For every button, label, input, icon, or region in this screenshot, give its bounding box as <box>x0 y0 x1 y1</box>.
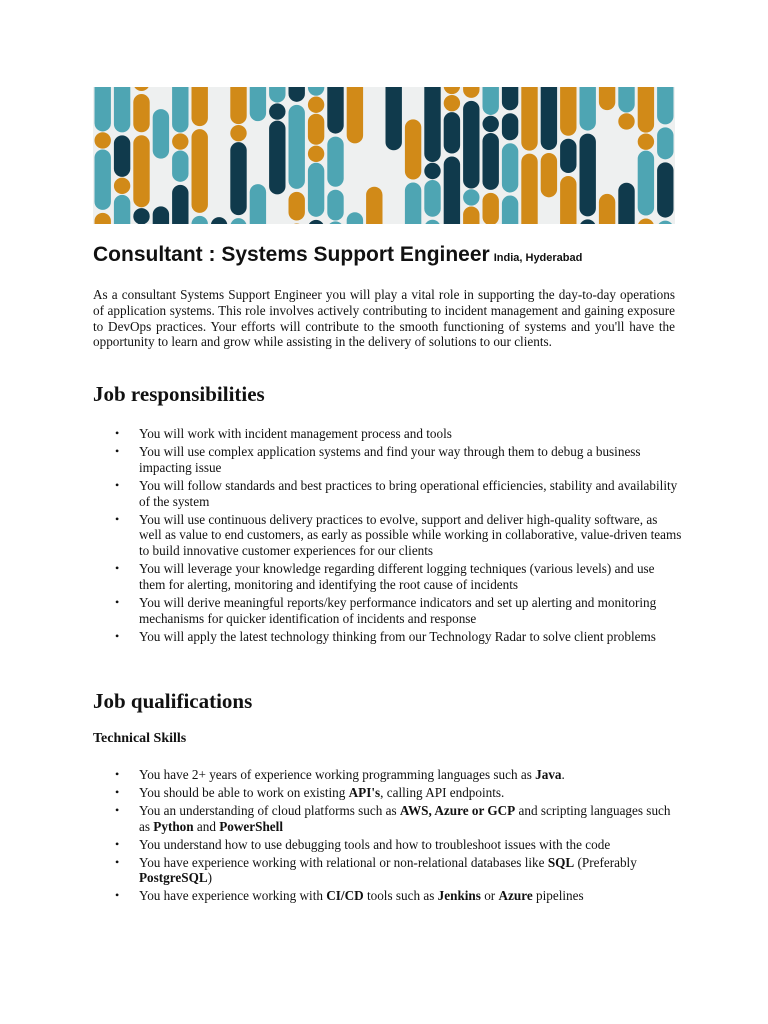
bullet-icon: • <box>115 854 120 869</box>
banner-capsule <box>308 163 324 217</box>
responsibility-text: You will work with incident management process and tools <box>139 426 452 441</box>
banner-capsule <box>483 87 499 115</box>
responsibility-item <box>93 512 683 560</box>
banner-capsule <box>502 87 518 110</box>
banner-capsule <box>153 109 169 159</box>
qualification-keyword: Azure <box>498 888 533 904</box>
qualification-item <box>93 837 683 853</box>
bullet-icon: • <box>115 477 120 492</box>
responsibility-item <box>93 561 683 593</box>
banner-capsule <box>444 112 460 153</box>
responsibility-item <box>93 478 683 510</box>
banner-capsule <box>95 149 111 209</box>
banner-capsule <box>172 151 188 182</box>
qualification-keyword: CI/CD <box>326 888 364 904</box>
banner-capsule <box>463 101 479 189</box>
responsibilities-list <box>93 426 683 647</box>
bullet-icon: • <box>115 443 120 458</box>
banner-capsule <box>269 121 285 195</box>
banner-capsule <box>153 206 169 224</box>
bullet-icon: • <box>115 628 120 643</box>
banner-capsule <box>366 127 382 184</box>
qualification-text: . <box>561 767 565 782</box>
banner-capsule <box>599 113 615 191</box>
bullet-icon: • <box>115 561 120 576</box>
banner-capsule <box>502 195 518 224</box>
banner-capsule <box>502 113 518 140</box>
responsibility-text: You will leverage your knowledge regarding different logging techniques (various levels) and use them for alerting, monitoring and identifying the root cause of incidents <box>139 561 655 593</box>
banner-capsule <box>230 142 246 215</box>
banner-capsule <box>114 195 130 224</box>
job-location: India, Hyderabad <box>493 252 583 264</box>
banner-capsule <box>327 87 343 134</box>
banner-dot <box>308 97 324 113</box>
banner-capsule <box>289 105 305 189</box>
banner-capsule <box>153 162 169 204</box>
responsibility-item <box>93 595 683 627</box>
banner-capsule <box>192 129 208 213</box>
banner-capsule <box>483 193 499 224</box>
banner-capsule <box>269 197 285 224</box>
banner-capsule <box>211 87 227 118</box>
banner-capsule <box>618 130 634 179</box>
banner-capsule <box>599 194 615 224</box>
bullet-icon: • <box>115 784 120 799</box>
responsibility-item <box>93 444 683 476</box>
qualification-text: You have 2+ years of experience working programming languages such as <box>139 767 536 782</box>
banner-dot <box>463 189 479 205</box>
banner-dot <box>133 208 149 224</box>
banner-dot <box>483 116 499 132</box>
banner-dot <box>269 103 285 119</box>
bullet-icon: • <box>115 511 120 526</box>
banner-capsule <box>618 87 634 112</box>
banner-capsule <box>618 183 634 224</box>
responsibility-text: You will use continuous delivery practices to evolve, support and deliver high-quality software, as well as value to end customers, as early as possible while working in collaborative, value-driven teams to build innovative customer experiences for our clients <box>139 511 682 559</box>
banner-capsule <box>580 87 596 131</box>
bullet-icon: • <box>115 836 120 851</box>
banner-capsule <box>327 137 343 187</box>
banner-capsule <box>211 121 227 214</box>
banner-capsule <box>580 134 596 217</box>
banner-capsule <box>657 87 673 124</box>
banner-capsule <box>541 200 557 224</box>
qualification-text: and <box>193 818 220 834</box>
banner-capsule <box>250 87 266 121</box>
banner-capsule <box>599 87 615 110</box>
banner-dot <box>114 178 130 194</box>
banner-capsule <box>95 87 111 131</box>
banner-pattern <box>93 87 675 224</box>
banner-capsule <box>638 87 654 133</box>
banner-capsule <box>153 87 169 106</box>
banner-capsule <box>541 87 557 150</box>
banner-capsule <box>483 133 499 190</box>
bullet-icon: • <box>115 595 120 610</box>
banner-capsule <box>386 153 402 222</box>
banner-capsule <box>638 151 654 216</box>
banner-capsule <box>289 192 305 221</box>
qualification-keyword: PowerShell <box>219 818 283 834</box>
banner-dot <box>444 95 460 111</box>
qualification-keyword: Jenkins <box>437 888 481 904</box>
banner-capsule <box>366 187 382 224</box>
job-title: Consultant : Systems Support Engineer <box>93 243 490 266</box>
banner-capsule <box>172 87 188 133</box>
banner-capsule <box>657 162 673 217</box>
qualification-text: You should be able to work on existing <box>139 784 349 800</box>
banner-capsule <box>521 87 537 151</box>
qualification-text: You have experience working with <box>139 888 327 904</box>
qualification-item <box>93 888 683 904</box>
qualification-item <box>93 785 683 801</box>
bullet-icon: • <box>115 767 120 781</box>
responsibilities-heading: Job responsibilities <box>93 382 265 406</box>
qualification-keyword: PostgreSQL <box>139 870 208 886</box>
banner-capsule <box>424 87 440 162</box>
banner-capsule <box>521 154 537 224</box>
qualification-keyword: Java <box>535 767 562 782</box>
banner-capsule <box>192 87 208 126</box>
banner-capsule <box>424 180 440 217</box>
banner-capsule <box>463 206 479 224</box>
qualifications-list <box>93 767 683 906</box>
bullet-icon: • <box>115 426 120 440</box>
bullet-icon: • <box>115 802 120 817</box>
banner-capsule <box>502 143 518 192</box>
banner-capsule <box>230 87 246 124</box>
qualification-keyword: API's <box>348 784 381 800</box>
banner-capsule <box>347 87 363 143</box>
banner-capsule <box>133 94 149 132</box>
qualification-item <box>93 803 683 835</box>
banner-capsule <box>541 153 557 197</box>
qualification-text: ) <box>207 870 213 886</box>
intro-paragraph: As a consultant Systems Support Engineer you will play a vital role in supporting the day-to-day operations of application systems. This role involves actively contributing to incident management and gaining exposure to DevOps practices. Your efforts will contribute to the smooth functioning of systems and you'll have the opportunity to learn and grow while assisting in the delivery of solutions to our clients. <box>93 287 675 350</box>
banner-capsule <box>405 119 421 179</box>
qualification-item <box>93 855 683 887</box>
banner-capsule <box>405 183 421 224</box>
qualification-text: and scripting languages such as <box>139 802 671 834</box>
banner-capsule <box>386 87 402 150</box>
banner-capsule <box>114 135 130 176</box>
banner-capsule <box>250 184 266 224</box>
responsibility-text: You will use complex application systems and find your way through them to debug a business impacting issue <box>139 443 641 475</box>
responsibility-item <box>93 629 683 645</box>
banner-capsule <box>114 87 130 132</box>
banner-capsule <box>560 139 576 173</box>
banner-capsule <box>560 176 576 224</box>
banner-dot <box>172 133 188 149</box>
banner-dot <box>308 146 324 162</box>
job-title-line <box>93 243 582 267</box>
qualification-keyword: AWS, Azure or GCP <box>399 802 516 818</box>
qualification-text: tools such as <box>363 888 438 904</box>
qualification-text: (Preferably <box>574 854 637 870</box>
banner-dot <box>230 125 246 141</box>
responsibility-text: You will apply the latest technology thinking from our Technology Radar to solve client problems <box>139 628 656 644</box>
responsibility-text: You will follow standards and best practices to bring operational efficiencies, stability and availability of the system <box>139 477 678 509</box>
banner-capsule <box>327 190 343 221</box>
technical-skills-subheading: Technical Skills <box>93 731 187 746</box>
qualification-text: You have experience working with relational or non-relational databases like <box>139 854 548 870</box>
banner-dot <box>618 113 634 129</box>
banner-capsule <box>347 146 363 209</box>
qualification-keyword: Python <box>153 818 194 834</box>
qualification-keyword: SQL <box>547 854 575 870</box>
banner-image <box>93 87 675 224</box>
banner-capsule <box>250 124 266 181</box>
banner-capsule <box>657 127 673 159</box>
qualification-text: You an understanding of cloud platforms such as <box>139 802 400 818</box>
qualification-text: , calling API endpoints. <box>380 784 505 800</box>
banner-dot <box>638 133 654 149</box>
qualification-text: or <box>480 888 499 904</box>
banner-dot <box>95 132 111 148</box>
banner-capsule <box>172 185 188 224</box>
qualification-item <box>93 767 683 783</box>
banner-capsule <box>444 156 460 224</box>
banner-capsule <box>366 87 382 124</box>
qualifications-heading: Job qualifications <box>93 689 253 713</box>
bullet-icon: • <box>115 888 120 903</box>
banner-capsule <box>308 114 324 145</box>
banner-capsule <box>405 87 421 116</box>
qualification-text: You understand how to use debugging tools and how to troubleshoot issues with the code <box>139 836 611 852</box>
responsibility-item <box>93 426 683 442</box>
banner-capsule <box>560 87 576 136</box>
qualification-text: pipelines <box>532 888 584 904</box>
responsibility-text: You will derive meaningful reports/key performance indicators and set up alerting and monitoring mechanisms for quicker identification of incidents and response <box>139 595 657 626</box>
banner-dot <box>424 163 440 179</box>
banner-capsule <box>133 135 149 207</box>
